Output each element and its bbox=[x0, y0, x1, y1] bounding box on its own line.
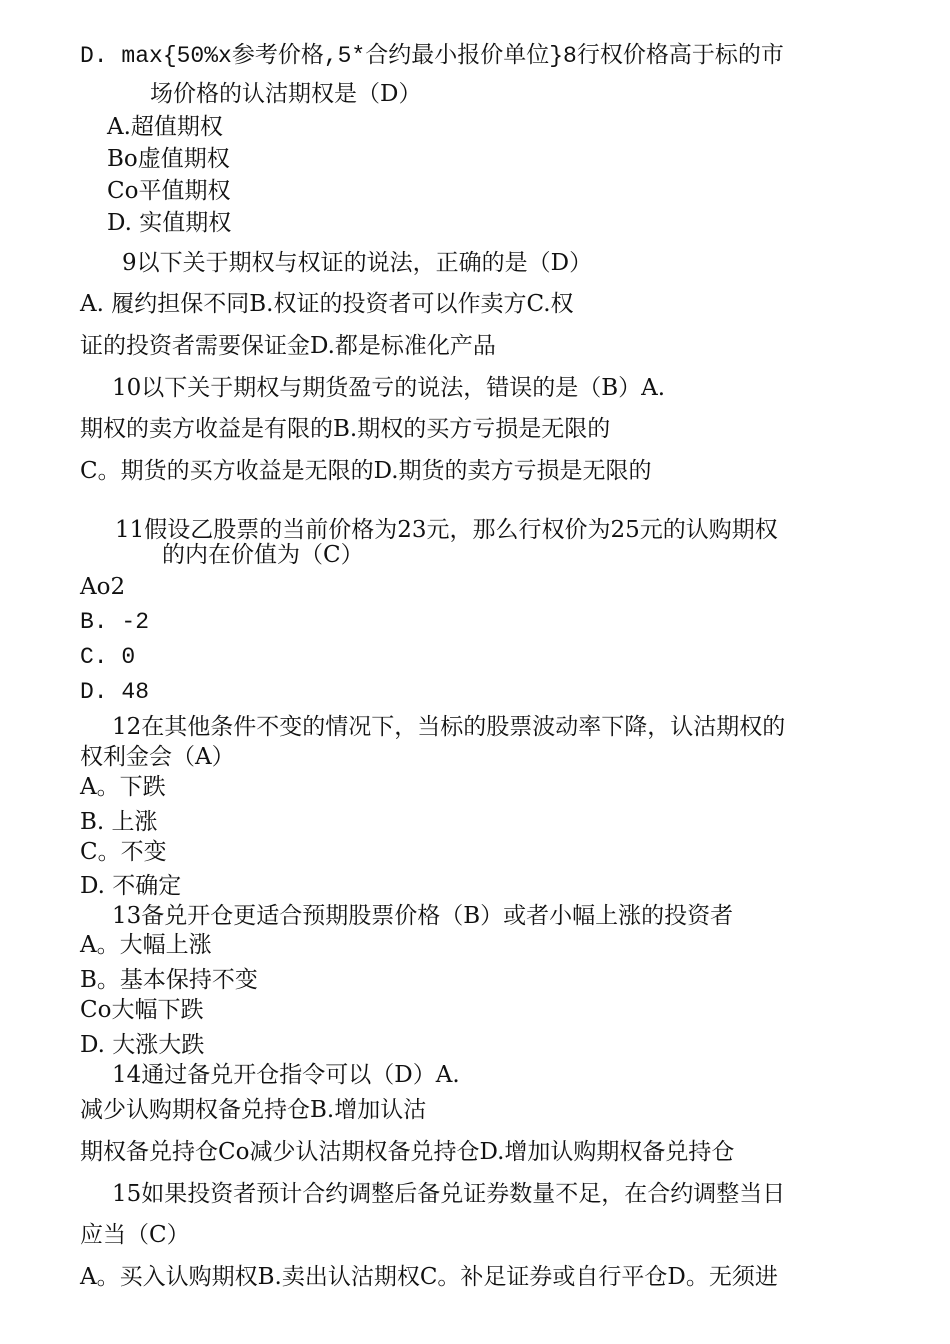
text-line: C。期货的买方收益是无限的D.期货的卖方亏损是无限的 bbox=[80, 458, 652, 484]
question-title: 10以下关于期权与期货盈亏的说法，错误的是（B）A. bbox=[112, 375, 666, 401]
text-line: C. 0 bbox=[80, 644, 136, 670]
text-line: Ao2 bbox=[80, 574, 126, 600]
text-line: 权利金会（A） bbox=[80, 744, 235, 770]
text-line: 期权备兑持仓Co减少认沽期权备兑持仓D.增加认购期权备兑持仓 bbox=[80, 1139, 735, 1165]
question-title: 14通过备兑开仓指令可以（D）A. bbox=[112, 1062, 460, 1088]
text-line: A。大幅上涨 bbox=[80, 932, 212, 958]
text-line: A. 履约担保不同B.权证的投资者可以作卖方C.权 bbox=[80, 291, 574, 317]
text-line: A.超值期权 bbox=[107, 114, 223, 140]
question-title: 9以下关于期权与权证的说法，正确的是（D） bbox=[122, 250, 593, 276]
text-line: Co大幅下跌 bbox=[80, 997, 204, 1023]
text-line: 的内在价值为（C） bbox=[162, 542, 364, 568]
text-line: B。基本保持不变 bbox=[80, 967, 258, 993]
text-line: 场价格的认沽期权是（D） bbox=[150, 81, 422, 107]
text-line: C。不变 bbox=[80, 839, 167, 865]
text-line: D. 实值期权 bbox=[107, 210, 232, 236]
text-line: D. 大涨大跌 bbox=[80, 1032, 205, 1058]
text-line: Bo虚值期权 bbox=[107, 146, 230, 172]
text-line: D. max{50%x参考价格,5*合约最小报价单位}8行权价格高于标的市 bbox=[80, 43, 784, 69]
text-line: 期权的卖方收益是有限的B.期权的买方亏损是无限的 bbox=[80, 416, 611, 442]
text-line: A。下跌 bbox=[80, 774, 166, 800]
text-line: D. 不确定 bbox=[80, 873, 182, 899]
question-title: 11假设乙股票的当前价格为23元，那么行权价为25元的认购期权 bbox=[115, 517, 778, 543]
text-line: B. 上涨 bbox=[80, 809, 158, 835]
text-line: B. -2 bbox=[80, 609, 150, 635]
text-line: A。买入认购期权B.卖出认沽期权C。补足证券或自行平仓D。无须进 bbox=[80, 1264, 778, 1290]
question-title: 13备兑开仓更适合预期股票价格（B）或者小幅上涨的投资者 bbox=[112, 903, 734, 929]
text-line: Co平值期权 bbox=[107, 178, 231, 204]
text-line: D. 48 bbox=[80, 679, 150, 705]
text-line: 减少认购期权备兑持仓B.增加认沽 bbox=[80, 1097, 427, 1123]
text-line: 证的投资者需要保证金D.都是标准化产品 bbox=[80, 333, 496, 359]
question-title: 15如果投资者预计合约调整后备兑证券数量不足，在合约调整当日 bbox=[112, 1181, 786, 1207]
text-line: 应当（C） bbox=[80, 1222, 190, 1248]
question-title: 12在其他条件不变的情况下，当标的股票波动率下降，认沽期权的 bbox=[112, 714, 786, 740]
